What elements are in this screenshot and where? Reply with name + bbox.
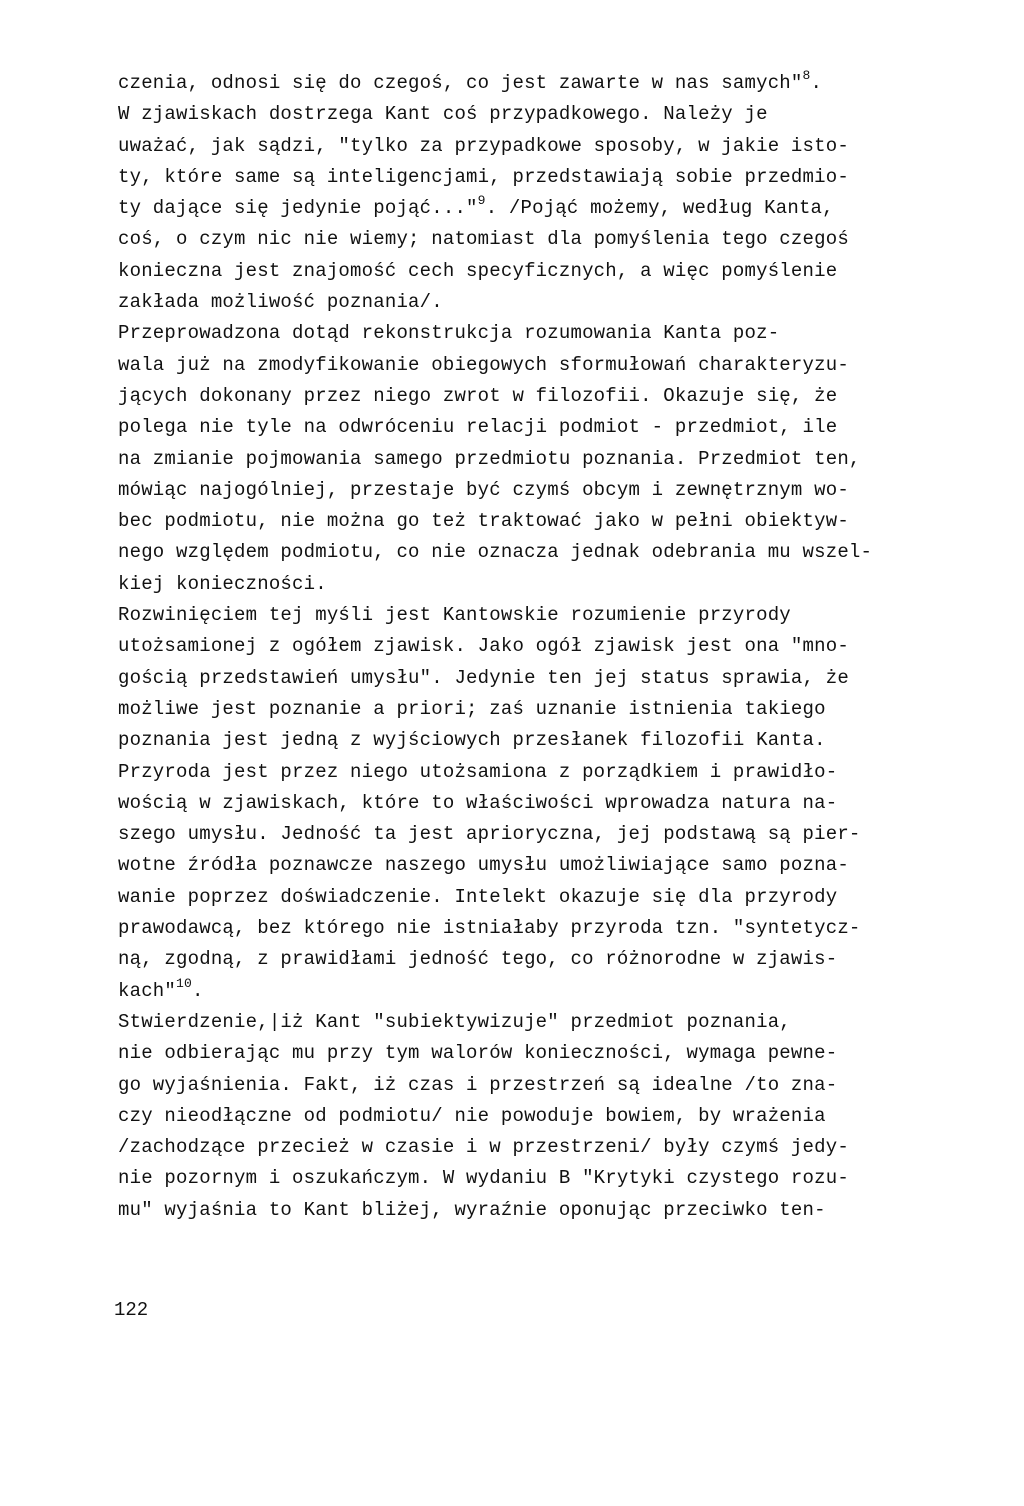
text-line: ty dające się jedynie pojąć..."$^9$. /Pojąć możemy, według Kanta,: [118, 193, 834, 220]
text-line: wala już na zmodyfikowanie obiegowych sformułowań charakteryzu-: [118, 353, 849, 376]
text-line: wotne źródła poznawcze naszego umysłu umożliwiające samo pozna-: [118, 854, 849, 877]
text-line: prawodawcą, bez którego nie istniałaby przyroda tzn. "syntetycz-: [118, 917, 861, 940]
text-line: kiej konieczności.: [118, 572, 327, 595]
text-line: utożsamionej z ogółem zjawisk. Jako ogół zjawisk jest ona "mno-: [118, 635, 849, 658]
text-line: mówiąc najogólniej, przestaje być czymś obcym i zewnętrznym wo-: [118, 478, 849, 501]
page-number: 122: [114, 1299, 149, 1321]
text-line: mu" wyjaśnia to Kant bliżej, wyraźnie oponując przeciwko ten-: [118, 1198, 826, 1221]
text-line: bec podmiotu, nie można go też traktować jako w pełni obiektyw-: [118, 510, 849, 533]
text-line: jących dokonany przez niego zwrot w filozofii. Okazuje się, że: [118, 384, 838, 407]
text-line: go wyjaśnienia. Fakt, iż czas i przestrzeń są idealne /to zna-: [118, 1073, 838, 1096]
text-line: możliwe jest poznanie a priori; zaś uznanie istnienia takiego: [118, 697, 826, 720]
text-line: poznania jest jedną z wyjściowych przesłanek filozofii Kanta.: [118, 729, 826, 752]
text-line: polega nie tyle na odwróceniu relacji podmiot - przedmiot, ile: [118, 416, 838, 439]
text-line: coś, o czym nic nie wiemy; natomiast dla pomyślenia tego czegoś: [118, 228, 849, 251]
text-line: na zmianie pojmowania samego przedmiotu poznania. Przedmiot ten,: [118, 447, 861, 470]
text-line: wością w zjawiskach, które to właściwości wprowadza natura na-: [118, 791, 838, 814]
text-line: Przyroda jest przez niego utożsamiona z porządkiem i prawidło-: [118, 760, 838, 783]
text-line: wanie poprzez doświadczenie. Intelekt okazuje się dla przyrody: [118, 885, 838, 908]
footnote-ref: 10: [176, 975, 193, 991]
text-line: uważać, jak sądzi, "tylko za przypadkowe sposoby, w jakie isto-: [118, 134, 849, 157]
text-line: konieczna jest znajomość cech specyficznych, a więc pomyślenie: [118, 259, 838, 282]
text-line: zakłada możliwość poznania/.: [118, 291, 443, 314]
text-line: W zjawiskach dostrzega Kant coś przypadkowego. Należy je: [118, 103, 768, 126]
text-line: nego względem podmiotu, co nie oznacza jednak odebrania mu wszel-: [118, 541, 873, 564]
footnote-ref: 8: [802, 68, 811, 83]
text-line: /zachodzące przecież w czasie i w przestrzeni/ były czymś jedy-: [118, 1136, 849, 1159]
text-line: kach"$^{10}$.: [118, 975, 204, 1002]
text-line: Rozwinięciem tej myśli jest Kantowskie rozumienie przyrody: [118, 604, 791, 627]
text-line: czenia, odnosi się do czegoś, co jest zawarte w nas samych"$^8$.: [118, 68, 823, 94]
text-line: ną, zgodną, z prawidłami jedność tego, co różnorodne w zjawis-: [118, 948, 838, 971]
text-line: nie odbierając mu przy tym walorów konieczności, wymaga pewne-: [118, 1042, 838, 1065]
text-line: Stwierdzenie,|iż Kant "subiektywizuje" przedmiot poznania,: [118, 1010, 791, 1033]
text-line: czy nieodłączne od podmiotu/ nie powoduje bowiem, by wrażenia: [118, 1104, 826, 1127]
text-line: gością przedstawień umysłu". Jedynie ten jej status sprawia, że: [118, 666, 849, 689]
text-line: ty, które same są inteligencjami, przedstawiają sobie przedmio-: [118, 165, 849, 188]
text-line: nie pozornym i oszukańczym. W wydaniu B "Krytyki czystego rozu-: [118, 1167, 849, 1190]
body-text: [118, 68, 926, 1226]
text-line: Przeprowadzona dotąd rekonstrukcja rozumowania Kanta poz-: [118, 322, 780, 345]
text-line: szego umysłu. Jedność ta jest aprioryczna, jej podstawą są pier-: [118, 823, 861, 846]
footnote-ref: 9: [477, 193, 486, 209]
